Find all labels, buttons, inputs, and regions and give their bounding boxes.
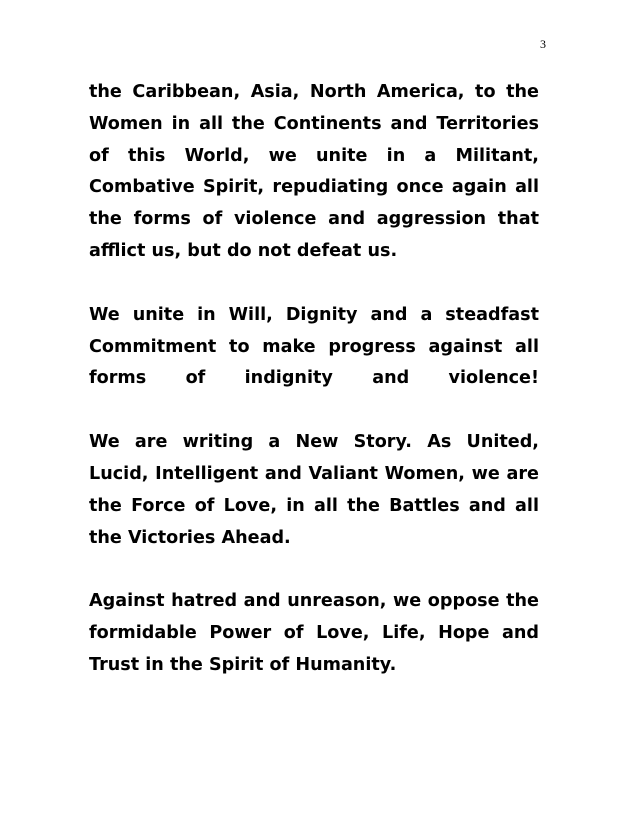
document-body [89, 77, 539, 714]
page-number: 3 [540, 37, 546, 51]
paragraph-4: Against hatred and unreason, we oppose the formidable Power of Love, Life, Hope and Trust in the Spirit of Humanity. [89, 591, 539, 675]
paragraph-3: We are writing a New Story. As United, Lucid, Intelligent and Valiant Women, we are the Force of Love, in all the Battles and all the Victories Ahead. [89, 432, 539, 548]
paragraph-2: We unite in Will, Dignity and a steadfast Commitment to make progress against all forms of indignity and violence! [89, 304, 539, 389]
paragraph-1: the Caribbean, Asia, North America, to the Women in all the Continents and Territories of this World, we unite in a Militant, Combative Spirit, repudiating once again all the forms of violence and aggression that afflict us, but do not defeat us. [89, 82, 539, 261]
